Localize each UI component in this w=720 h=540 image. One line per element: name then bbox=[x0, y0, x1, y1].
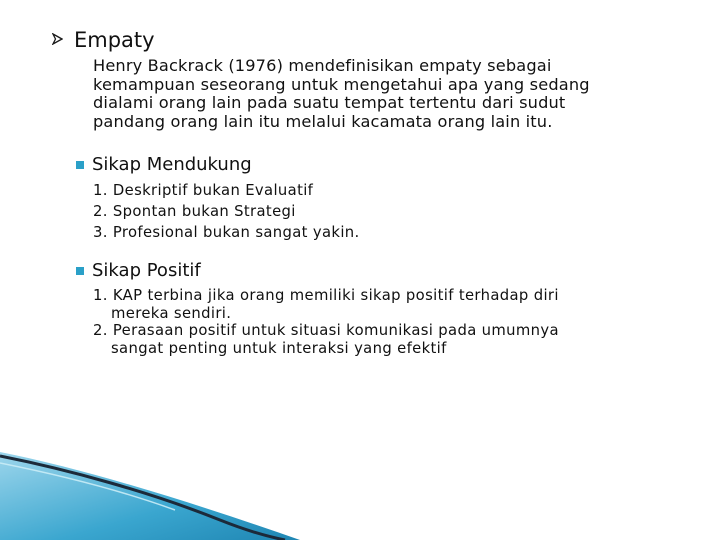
list-item: 1. KAP terbina jika orang memiliki sikap positif terhadap diri bbox=[93, 287, 559, 304]
sikap-positif-list bbox=[93, 287, 693, 357]
sikap-mendukung-list bbox=[93, 180, 693, 243]
list-item-continuation: mereka sendiri. bbox=[111, 304, 232, 322]
empaty-paragraph bbox=[93, 57, 703, 131]
list-item: 2. Spontan bukan Strategi bbox=[93, 203, 296, 220]
list-item: 2. Perasaan positif untuk situasi komunikasi pada umumnya bbox=[93, 322, 559, 339]
sikap-mendukung-heading: Sikap Mendukung bbox=[92, 154, 252, 175]
paragraph-line: kemampuan seseorang untuk mengetahui apa yang sedang bbox=[93, 74, 590, 94]
square-bullet-icon bbox=[76, 161, 84, 169]
list-item: 3. Profesional bukan sangat yakin. bbox=[93, 224, 360, 241]
paragraph-line: Henry Backrack (1976) mendefinisikan empaty sebagai bbox=[93, 56, 552, 75]
list-item: 1. Deskriptif bukan Evaluatif bbox=[93, 182, 314, 199]
list-item-continuation: sangat penting untuk interaksi yang efektif bbox=[111, 339, 447, 357]
square-bullet-icon bbox=[76, 267, 84, 275]
sikap-positif-heading: Sikap Positif bbox=[92, 260, 201, 281]
paragraph-line: dialami orang lain pada suatu tempat tertentu dari sudut bbox=[93, 93, 566, 112]
empaty-heading: Empaty bbox=[74, 28, 155, 52]
paragraph-line: pandang orang lain itu melalui kacamata orang lain itu. bbox=[93, 111, 553, 131]
arrowhead-bullet-icon bbox=[52, 33, 63, 49]
